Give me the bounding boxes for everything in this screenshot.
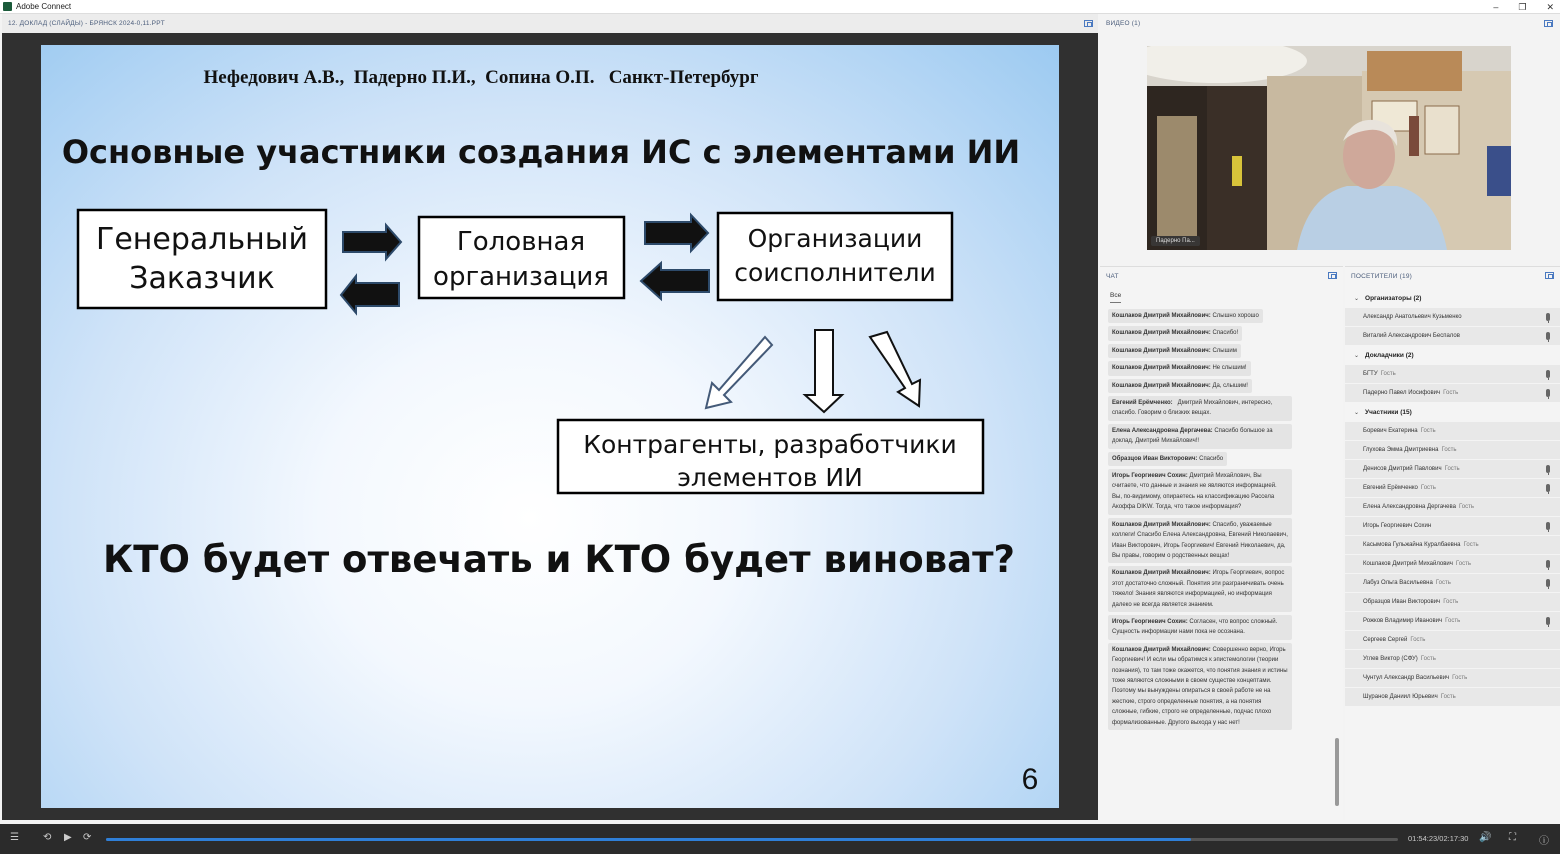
attendee-row[interactable] (1345, 612, 1560, 631)
box3-line1: Организации (747, 224, 923, 253)
microphone-icon (1546, 389, 1550, 397)
attendee-group-title: Участники (15) (1365, 409, 1412, 416)
app-icon (3, 2, 12, 11)
attendee-role: Гость (1420, 485, 1436, 491)
chat-message-author: Кошлаков Дмитрий Михайлович: (1112, 646, 1211, 653)
microphone-icon (1546, 313, 1550, 321)
presentation-slide (41, 45, 1059, 808)
attendee-row[interactable] (1345, 422, 1560, 441)
chat-message (1108, 643, 1292, 730)
attendee-role: Гость (1452, 675, 1468, 681)
attendee-role: Гость (1463, 542, 1479, 548)
play-icon[interactable]: ▶ (64, 832, 72, 843)
chat-scrollbar[interactable] (1335, 313, 1339, 810)
attendee-role: Гость (1435, 580, 1451, 586)
chat-message-text: Игорь Георгиевич, вопрос этот достаточно сложный. Понятия эти разграничивать очень тяжело! Знания являются информацией, но информация далеко не всегда является знанием. (1112, 570, 1287, 608)
attendee-row[interactable] (1345, 574, 1560, 593)
chat-message-author: Елена Александровна Дергачева: (1112, 427, 1213, 434)
playback-progress[interactable] (106, 838, 1398, 841)
attendee-row[interactable] (1345, 517, 1560, 536)
chat-message (1108, 379, 1252, 393)
chat-message (1108, 424, 1292, 449)
attendee-name: БГТУ (1363, 371, 1378, 377)
arrow-down (805, 330, 842, 412)
arrow-left-1 (341, 276, 399, 313)
chat-message-text: Дмитрий Михайлович, Вы считаете, что данные и знания не являются информацией. Вы, по-видимому, опираетесь на классификацию Рассела Акоффа DIKW. Тогда, что такое информация? (1112, 473, 1281, 511)
box1-line1: Генеральный (96, 222, 308, 257)
attendee-row[interactable] (1345, 479, 1560, 498)
arrow-left-2 (641, 263, 709, 299)
chat-message (1108, 615, 1292, 640)
attendee-name: Елена Александровна Дергачева (1363, 504, 1456, 510)
attendee-name: Шуранов Даниил Юрьевич (1363, 694, 1438, 700)
attendee-group-header[interactable] (1345, 289, 1560, 308)
box3-line2: соисполнители (734, 258, 936, 287)
attendees-maximize-icon[interactable] (1545, 272, 1554, 279)
attendee-row[interactable] (1345, 308, 1560, 327)
video-maximize-icon[interactable] (1544, 20, 1553, 27)
chat-message (1108, 469, 1292, 515)
attendee-group-header[interactable] (1345, 346, 1560, 365)
attendee-row[interactable] (1345, 631, 1560, 650)
chat-message-list (1108, 309, 1334, 811)
chat-message (1108, 344, 1241, 358)
attendee-name: Боревич Екатерина (1363, 428, 1418, 434)
chat-message-text: Да, слышим! (1210, 382, 1248, 389)
chat-pod (1100, 266, 1343, 820)
attendee-role: Гость (1458, 504, 1475, 510)
chat-message-author: Кошлаков Дмитрий Михайлович: (1112, 521, 1211, 528)
close-button[interactable]: ✕ (1546, 2, 1554, 12)
microphone-icon (1546, 370, 1550, 378)
attendee-name: Чунтул Александр Васильевич (1363, 675, 1450, 681)
title-bar (0, 0, 1560, 14)
attendee-name: Глухова Эмма Дмитриевна (1363, 447, 1439, 453)
chat-message-author: Евгений Ерёмченко: (1112, 400, 1173, 407)
info-icon[interactable]: ⓘ (1539, 836, 1549, 847)
chat-message-text: Спасибо, уважаемые коллеги! Спасибо Елена Александровна, Евгений Николаевич, Иван Викторович, Игорь Георгиевич! Евгений Николаевич, да, Вы правы, говорим о родственных вещах! (1112, 521, 1290, 559)
chat-message (1108, 361, 1251, 375)
chat-message-author: Кошлаков Дмитрий Михайлович: (1112, 570, 1211, 577)
microphone-icon (1546, 522, 1550, 530)
box2-line1: Головная (456, 227, 586, 257)
attendee-role: Гость (1441, 447, 1457, 453)
box-general-customer (78, 210, 326, 308)
microphone-icon (1546, 484, 1550, 492)
chat-message-author: Игорь Георгиевич Сохин: (1112, 618, 1188, 625)
box-contractors (558, 420, 983, 493)
microphone-icon (1546, 617, 1550, 625)
slide-canvas (41, 45, 1059, 808)
chat-message-text: Согласен, что вопрос сложный. Сущность информации нами пока не осознана. (1112, 618, 1279, 636)
chat-message-text: Не слышим! (1210, 365, 1247, 372)
chat-message-text: Спасибо! (1210, 330, 1239, 337)
attendee-role: Гость (1420, 656, 1436, 662)
arrow-diagonal-left (706, 337, 772, 408)
restore-button[interactable]: ❐ (1518, 2, 1527, 12)
chat-message-text: Слышим (1210, 347, 1237, 354)
attendee-role: Гость (1443, 599, 1459, 605)
playback-bar (0, 824, 1560, 854)
chat-message (1108, 452, 1227, 466)
chat-maximize-icon[interactable] (1328, 272, 1337, 279)
microphone-icon (1546, 579, 1550, 587)
box-head-organization (419, 217, 624, 298)
chat-tab-all[interactable]: Все (1110, 292, 1121, 303)
attendee-name: Падерно Павел Иосифович (1363, 390, 1441, 396)
video-speaker-name: Падерно Па... (1151, 236, 1200, 246)
attendee-role: Гость (1443, 390, 1459, 396)
chat-message (1108, 396, 1292, 421)
rewind-icon[interactable]: ⟲ (43, 832, 52, 843)
box4-line2: элементов ИИ (677, 463, 863, 492)
attendee-role: Гость (1440, 694, 1456, 700)
attendee-name: Рожков Владимир Иванович (1363, 618, 1443, 624)
chat-message (1108, 566, 1292, 612)
box1-line2: Заказчик (129, 261, 275, 296)
attendee-role: Гость (1455, 561, 1471, 567)
slide-heading: Основные участники создания ИС с элементами ИИ (61, 133, 1021, 171)
chat-pod-header: ЧАТ (1106, 272, 1119, 280)
slide-question: КТО будет отвечать и КТО будет виноват? (102, 538, 1016, 581)
attendee-row[interactable] (1345, 688, 1560, 707)
attendee-row[interactable] (1345, 650, 1560, 669)
attendees-pod-header: ПОСЕТИТЕЛИ (19) (1351, 272, 1413, 280)
chat-message (1108, 309, 1263, 323)
chat-message-text: Спасибо (1197, 455, 1224, 462)
attendee-row[interactable] (1345, 498, 1560, 517)
box2-line2: организация (433, 262, 609, 292)
chat-message-author: Кошлаков Дмитрий Михайлович: (1112, 347, 1211, 354)
video-pod (1100, 14, 1560, 264)
attendee-name: Кошлаков Дмитрий Михайлович (1363, 561, 1453, 567)
forward-icon[interactable]: ⟳ (83, 832, 92, 843)
chevron-down-icon[interactable]: ⌄ (1354, 353, 1360, 359)
attendee-name: Денисов Дмитрий Павлович (1363, 466, 1442, 472)
attendee-name: Виталий Александрович Беспалов (1363, 333, 1460, 339)
chat-message-text: Совершенно верно, Игорь Георгиевич! И если мы обратимся к эпистемологии (теории познания), то там тоже окажется, что понятия знания и истины тоже являются сложными в своем существе концептами. Поэтому мы вынуждены опираться в своей работе не на жесткие, строго определенные понятия, а на понятия сложные, гибкие, строго не определенные, подчас плохо формализованные. Другого выхода у нас нет! (1112, 646, 1290, 726)
attendee-name: Лабуз Ольга Васильевна (1363, 580, 1433, 586)
chevron-down-icon[interactable]: ⌄ (1354, 410, 1360, 416)
attendee-role: Гость (1410, 637, 1426, 643)
attendee-row[interactable] (1345, 555, 1560, 574)
arrow-right-1 (343, 225, 401, 259)
chat-message-text: Спасибо большое за доклад, Дмитрий Михайлович!! (1112, 427, 1275, 445)
video-image (1147, 46, 1511, 250)
chevron-down-icon[interactable]: ⌄ (1354, 296, 1360, 302)
attendee-row[interactable] (1345, 384, 1560, 403)
attendee-row[interactable] (1345, 669, 1560, 688)
attendee-row[interactable] (1345, 441, 1560, 460)
box-co-executors (718, 213, 952, 300)
share-maximize-icon[interactable] (1084, 20, 1093, 27)
playback-time: 01:54:23/02:17:30 (1408, 834, 1469, 843)
attendee-role: Гость (1380, 371, 1396, 377)
chat-message-author: Кошлаков Дмитрий Михайлович: (1112, 313, 1211, 319)
attendee-name: Образцов Иван Викторович (1363, 599, 1441, 605)
arrow-right-2 (645, 215, 708, 251)
attendee-row[interactable] (1345, 460, 1560, 479)
window-title: Adobe Connect (16, 2, 72, 11)
box4-line1: Контрагенты, разработчики (583, 430, 957, 459)
minimize-button[interactable]: – (1493, 2, 1499, 12)
attendee-group-header[interactable] (1345, 403, 1560, 422)
attendee-group-title: Организаторы (2) (1365, 295, 1422, 302)
attendee-role: Гость (1445, 618, 1461, 624)
share-pod-header: 12. ДОКЛАД (СЛАЙДЫ) - БРЯНСК 2024-0,11.PPT (8, 19, 165, 27)
attendee-name: Углев Виктор (СФУ) (1363, 656, 1418, 662)
microphone-icon (1546, 560, 1550, 568)
chat-message-text: Дмитрий Михайлович, интересно, спасибо. Говорим о близких вещах. (1112, 400, 1274, 417)
slide-page-number: 6 (1021, 763, 1039, 796)
chat-message-author: Образцов Иван Викторович: (1112, 455, 1198, 462)
attendee-name: Евгений Ерёмченко (1363, 485, 1418, 491)
chat-scroll-thumb[interactable] (1335, 738, 1339, 806)
attendee-group-title: Докладчики (2) (1365, 352, 1414, 359)
attendees-pod (1345, 266, 1560, 820)
chat-message (1108, 326, 1242, 340)
arrow-diagonal-right (870, 332, 920, 406)
attendee-list (1345, 289, 1560, 707)
microphone-icon (1546, 332, 1550, 340)
attendee-role: Гость (1420, 428, 1436, 434)
video-feed (1147, 46, 1511, 250)
attendee-name: Александр Анатольевич Кузьменко (1363, 314, 1462, 320)
attendee-name: Касымова Гульжайна Куралбаевна (1363, 542, 1461, 548)
attendee-row[interactable] (1345, 327, 1560, 346)
attendee-row[interactable] (1345, 365, 1560, 384)
menu-icon[interactable]: ☰ (10, 832, 19, 843)
fullscreen-icon[interactable]: ⛶ (1509, 832, 1516, 843)
attendee-role: Гость (1444, 466, 1460, 472)
attendee-name: Игорь Георгиевич Сохин (1363, 523, 1432, 529)
attendee-row[interactable] (1345, 536, 1560, 555)
volume-icon[interactable]: 🔊 (1479, 832, 1492, 843)
share-content (2, 33, 1098, 820)
slide-authors: Нефедович А.В., Падерно П.И., Сопина О.П. Санкт-Петербург (203, 67, 759, 88)
chat-message-author: Кошлаков Дмитрий Михайлович: (1112, 382, 1211, 389)
playback-progress-fill (106, 838, 1191, 841)
chat-message-text: Слышно хорошо (1210, 313, 1259, 319)
chat-message-author: Игорь Георгиевич Сохин: (1112, 473, 1188, 480)
chat-message-author: Кошлаков Дмитрий Михайлович: (1112, 330, 1211, 337)
attendee-row[interactable] (1345, 593, 1560, 612)
attendee-name: Сергеев Сергей (1363, 637, 1408, 643)
chat-message (1108, 518, 1292, 564)
video-pod-header: ВИДЕО (1) (1106, 19, 1141, 27)
chat-message-author: Кошлаков Дмитрий Михайлович: (1112, 365, 1211, 372)
microphone-icon (1546, 465, 1550, 473)
